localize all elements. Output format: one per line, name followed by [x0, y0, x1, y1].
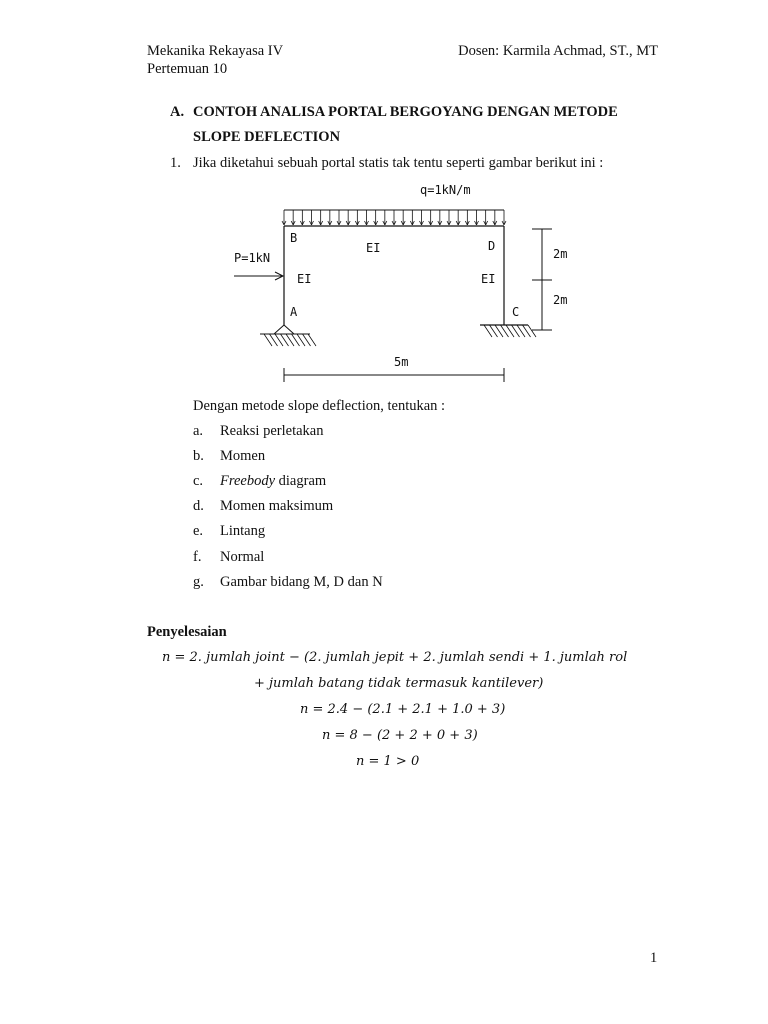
- node-a-label: A: [290, 305, 298, 319]
- task-item-text: Momen: [220, 448, 266, 464]
- task-item-text: Normal: [220, 549, 265, 565]
- header-lecturer: Dosen: Karmila Achmad, ST., MT: [458, 43, 658, 59]
- horizontal-dimension: [284, 368, 504, 382]
- task-item-letter: c.: [193, 473, 204, 489]
- dim-top-label: 2m: [553, 247, 568, 261]
- hinge-support-a: [260, 325, 316, 346]
- task-item-text: Lintang: [220, 523, 266, 539]
- task-item-letter: a.: [193, 423, 204, 439]
- problem-number: 1.: [170, 155, 181, 171]
- ei-beam-label: EI: [366, 241, 381, 255]
- ei-left-label: EI: [297, 272, 312, 286]
- task-item-letter: g.: [193, 574, 204, 590]
- node-b-label: B: [290, 231, 298, 245]
- task-item-text: Gambar bidang M, D dan N: [220, 574, 383, 590]
- task-item-text: diagram: [275, 473, 327, 489]
- ei-right-label: EI: [481, 272, 496, 286]
- header-course: Mekanika Rekayasa IV: [147, 43, 284, 59]
- vertical-dimension: [532, 229, 552, 330]
- solution-heading: Penyelesaian: [147, 624, 227, 640]
- dim-span-label: 5m: [394, 355, 409, 369]
- equation-line: + jumlah batang tidak termasuk kantilever): [254, 676, 544, 691]
- node-c-label: C: [512, 305, 520, 319]
- page-number: 1: [650, 950, 658, 966]
- task-item-letter: e.: [193, 523, 204, 539]
- equation-line: n = 2.4 − (2.1 + 2.1 + 1.0 + 3): [300, 702, 506, 717]
- dim-bottom-label: 2m: [553, 293, 568, 307]
- node-d-label: D: [488, 239, 496, 253]
- section-title-line1: CONTOH ANALISA PORTAL BERGOYANG DENGAN METODE: [193, 104, 618, 120]
- task-item-text: Momen maksimum: [220, 498, 334, 514]
- load-p-label: P=1kN: [234, 251, 271, 265]
- task-item-letter: f.: [193, 549, 202, 565]
- fixed-support-c: [480, 325, 536, 337]
- equation-line: n = 2. jumlah joint − (2. jumlah jepit + 2. jumlah sendi + 1. jumlah rol: [162, 650, 628, 665]
- task-item-letter: d.: [193, 498, 204, 514]
- distributed-load-arrows: [282, 210, 506, 225]
- equation-line: n = 8 − (2 + 2 + 0 + 3): [322, 728, 478, 743]
- section-letter: A.: [170, 104, 185, 120]
- task-item-italic-text: Freebody: [220, 473, 276, 489]
- header-session: Pertemuan 10: [147, 61, 228, 77]
- task-item-text: Reaksi perletakan: [220, 423, 324, 439]
- section-title-line2: SLOPE DEFLECTION: [193, 129, 341, 145]
- portal-frame-figure: [0, 0, 768, 400]
- problem-text: Jika diketahui sebuah portal statis tak tentu seperti gambar berikut ini :: [193, 155, 604, 171]
- task-item-letter: b.: [193, 448, 204, 464]
- equation-line: n = 1 > 0: [356, 754, 420, 769]
- load-q-label: q=1kN/m: [420, 183, 471, 197]
- task-item-freebody: [220, 473, 326, 490]
- task-intro: Dengan metode slope deflection, tentukan :: [193, 398, 446, 414]
